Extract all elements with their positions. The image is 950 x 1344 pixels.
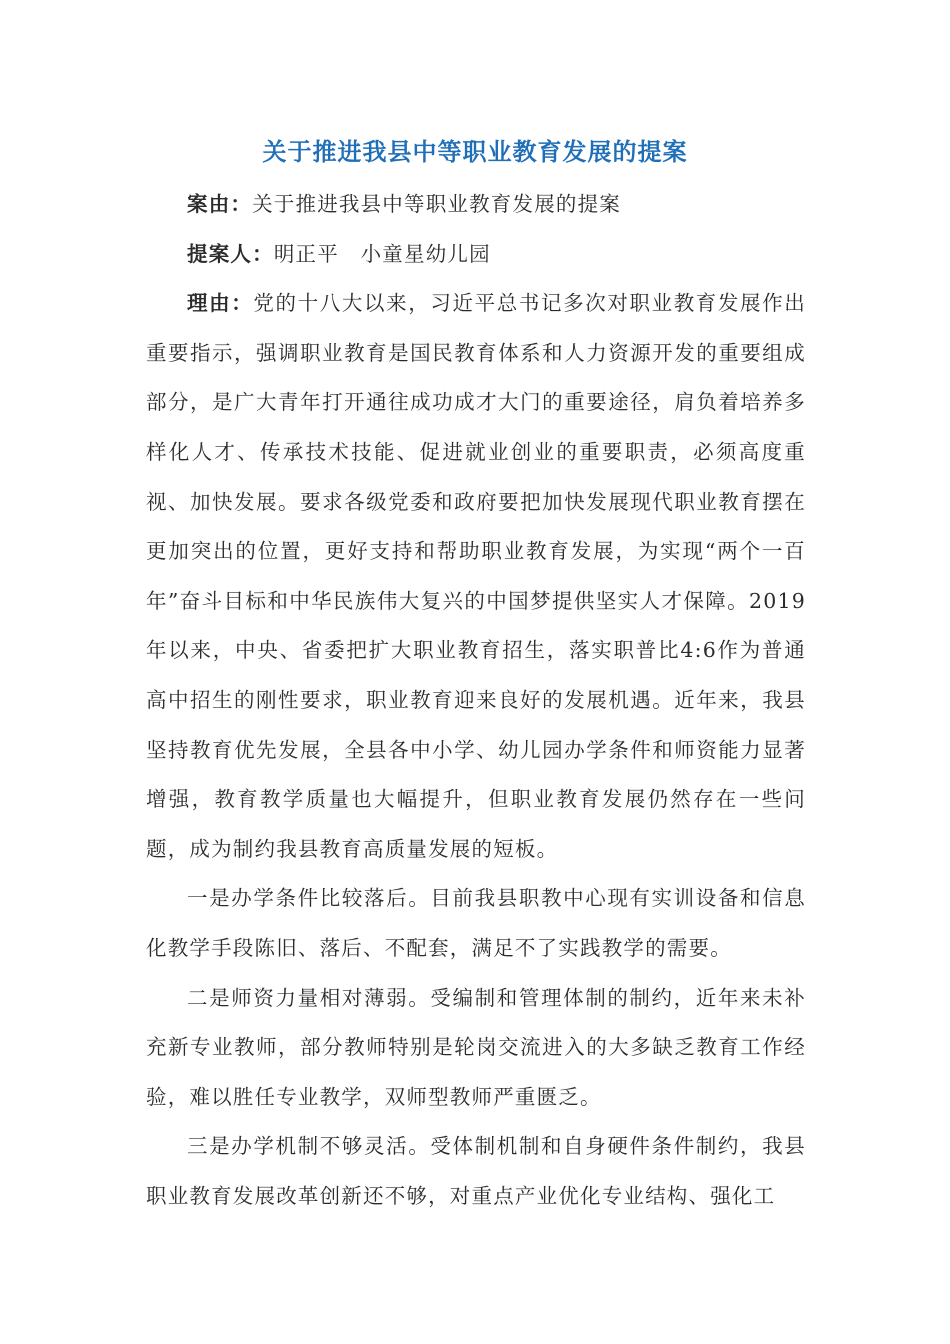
proposer-text: 明正平 小童星幼儿园 — [273, 241, 491, 266]
case-paragraph — [146, 180, 806, 230]
document-body — [146, 180, 806, 1221]
point-1-paragraph: 一是办学条件比较落后。目前我县职教中心现有实训设备和信息化教学手段陈旧、落后、不配套，满足不了实践教学的需要。 — [146, 886, 806, 960]
point-2-paragraph: 二是师资力量相对薄弱。受编制和管理体制的制约，近年来未补充新专业教师，部分教师特别是轮岗交流进入的大多缺乏教育工作经验，难以胜任专业教学，双师型教师严重匮乏。 — [146, 985, 806, 1109]
reason-paragraph — [146, 279, 806, 874]
reason-text: 党的十八大以来，习近平总书记多次对职业教育发展作出重要指示，强调职业教育是国民教育体系和人力资源开发的重要组成部分，是广大青年打开通往成功成才大门的重要途径，肩负着培养多样化人才、传承技术技能、促进就业创业的重要职责，必须高度重视、加快发展。要求各级党委和政府要把加快发展现代职业教育摆在更加突出的位置，更好支持和帮助职业教育发展，为实现“两个一百年”奋斗目标和中华民族伟大复兴的中国梦提供坚实人才保障。2019年以来，中央、省委把扩大职业教育招生，落实职普比4:6作为普通高中招生的刚性要求，职业教育迎来良好的发展机遇。近年来，我县坚持教育优先发展，全县各中小学、幼儿园办学条件和师资能力显著增强，教育教学质量也大幅提升，但职业教育发展仍然存在一些问题，成为制约我县教育高质量发展的短板。 — [146, 291, 806, 861]
point-3-paragraph: 三是办学机制不够灵活。受体制机制和自身硬件条件制约，我县职业教育发展改革创新还不够，对重点产业优化专业结构、强化工 — [146, 1134, 806, 1208]
proposer-label: 提案人： — [187, 241, 274, 266]
proposer-paragraph — [146, 230, 806, 280]
reason-label: 理由： — [187, 291, 254, 316]
case-label: 案由： — [187, 192, 253, 216]
document-title: 关于推进我县中等职业教育发展的提案 — [262, 137, 688, 166]
case-text: 关于推进我县中等职业教育发展的提案 — [252, 192, 622, 216]
